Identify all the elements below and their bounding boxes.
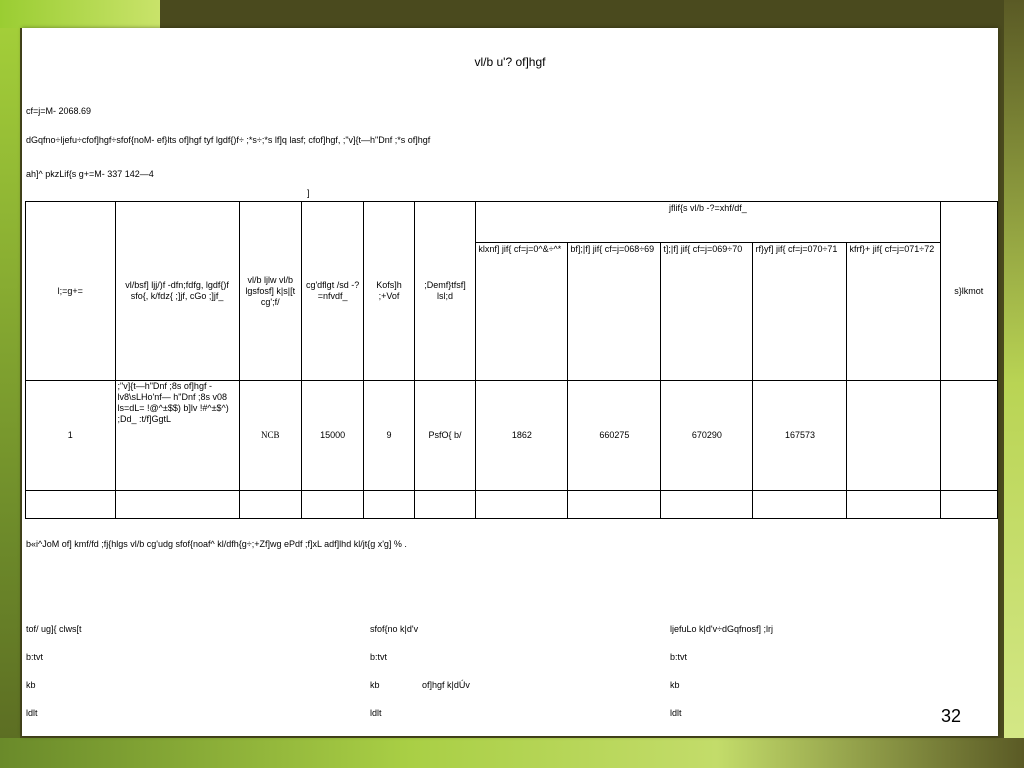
cell-sn: 1 — [26, 381, 116, 491]
cell-method: NCB — [239, 381, 301, 491]
sig-col3-sign: b:tvt — [670, 652, 688, 662]
header-remarks: s}lkmot — [940, 202, 998, 381]
document-sheet — [22, 28, 998, 736]
sig-col2-post: kb — [370, 680, 380, 690]
sig-col2-extra: of]hgf k|dÚv — [422, 680, 470, 690]
table-header-row — [26, 202, 998, 243]
sig-col1-title: tof/ ug]{ clws[t — [26, 624, 82, 634]
header-detail: vl/bsf] ljj/)f -dfn;fdfg, lgdf{)f sfo{, k/fdz{ ;]jf, cGo ;]jf_ — [115, 202, 239, 381]
stray-bracket: ] — [307, 188, 310, 198]
sig-col1-date: ldlt — [26, 708, 38, 718]
sig-col3-date: ldlt — [670, 708, 682, 718]
cell-year-4: 167573 — [753, 381, 847, 491]
frame-bottom-stripe — [0, 738, 1024, 768]
cell-year-1: 1862 — [476, 381, 568, 491]
header-year-3: t];|f] jif{ cf=j=069÷70 — [661, 243, 753, 381]
table-row-empty — [26, 491, 998, 519]
cell-year-5 — [847, 381, 940, 491]
header-year-2: bf];|f] jif{ cf=j=068÷69 — [568, 243, 661, 381]
cell-year-2: 660275 — [568, 381, 661, 491]
frame-right-stripe — [1004, 0, 1024, 768]
procurement-table — [25, 201, 998, 519]
header-year-4: rf}yf] jif{ cf=j=070÷71 — [753, 243, 847, 381]
header-contract: ;Demf}tfsf] lsl;d — [414, 202, 476, 381]
frame-left-stripe — [0, 0, 20, 768]
sig-col3-post: kb — [670, 680, 680, 690]
sig-col1-sign: b:tvt — [26, 652, 44, 662]
page-number: 32 — [940, 706, 961, 726]
cell-detail: ;"v]{t—h"Dnf ;8s of]hgf -lv8\sLHo'nf— h"Dnf ;8s v08 ls=dL= !@^±$$) b]lv !#^±$^) ;Dd_ :t/f]GgtL — [115, 381, 239, 491]
cell-contract: PsfO{ b/ — [414, 381, 476, 491]
header-source: Kofs]h ;+Vof — [364, 202, 415, 381]
cell-source: 9 — [364, 381, 415, 491]
header-annual-group: jflif{s vl/b -?=xhf/df_ — [476, 202, 940, 243]
table-row — [26, 381, 998, 491]
page-title: vl/b u'? of]hgf — [474, 55, 546, 69]
cell-remarks — [940, 381, 998, 491]
cell-estimate: 15000 — [301, 381, 363, 491]
header-year-1: klxnf] jif{ cf=j=0^&÷^* — [476, 243, 568, 381]
ministry-line: dGqfno÷ljefu÷cfof]hgf÷sfof{noM- ef}lts of]hgf tyf lgdf{)f÷ ;*s÷;*s lf]q lasf; cfof]hgf, ;"v]{t—h"Dnf ;*s of]hgf — [26, 135, 431, 145]
header-estimate: cg'dflgt /sd -?=nfvdf_ — [301, 202, 363, 381]
header-method: vl/b ljlw vl/b lgsfosf] k|s|[t cg';f/ — [239, 202, 301, 381]
header-sn: l;=g+= — [26, 202, 116, 381]
sig-col3-title: ljefuLo k|d'v÷dGqfnosf] ;lrj — [670, 624, 774, 634]
frame-top-accent — [0, 0, 160, 28]
budget-heading-line: ah]^ pkzLif{s g+=M- 337 142—4 — [26, 169, 154, 179]
sig-col2-title: sfof{no k|d'v — [370, 624, 419, 634]
fiscal-year-line: cf=j=M- 2068.69 — [26, 106, 92, 116]
header-year-5: kfrf}+ jif{ cf=j=071÷72 — [847, 243, 940, 381]
sig-col1-post: kb — [26, 680, 36, 690]
sig-col2-sign: b:tvt — [370, 652, 388, 662]
sig-col2-date: ldlt — [370, 708, 382, 718]
cell-year-3: 670290 — [661, 381, 753, 491]
note-line: b«i^JoM of] kmf/fd ;fj{hlgs vl/b cg'udg sfof{noaf^ kl/dfh{g÷;+Zf]wg ePdf ;f]xL adf]lhd kl/jt{g x'g] % . — [26, 539, 407, 549]
